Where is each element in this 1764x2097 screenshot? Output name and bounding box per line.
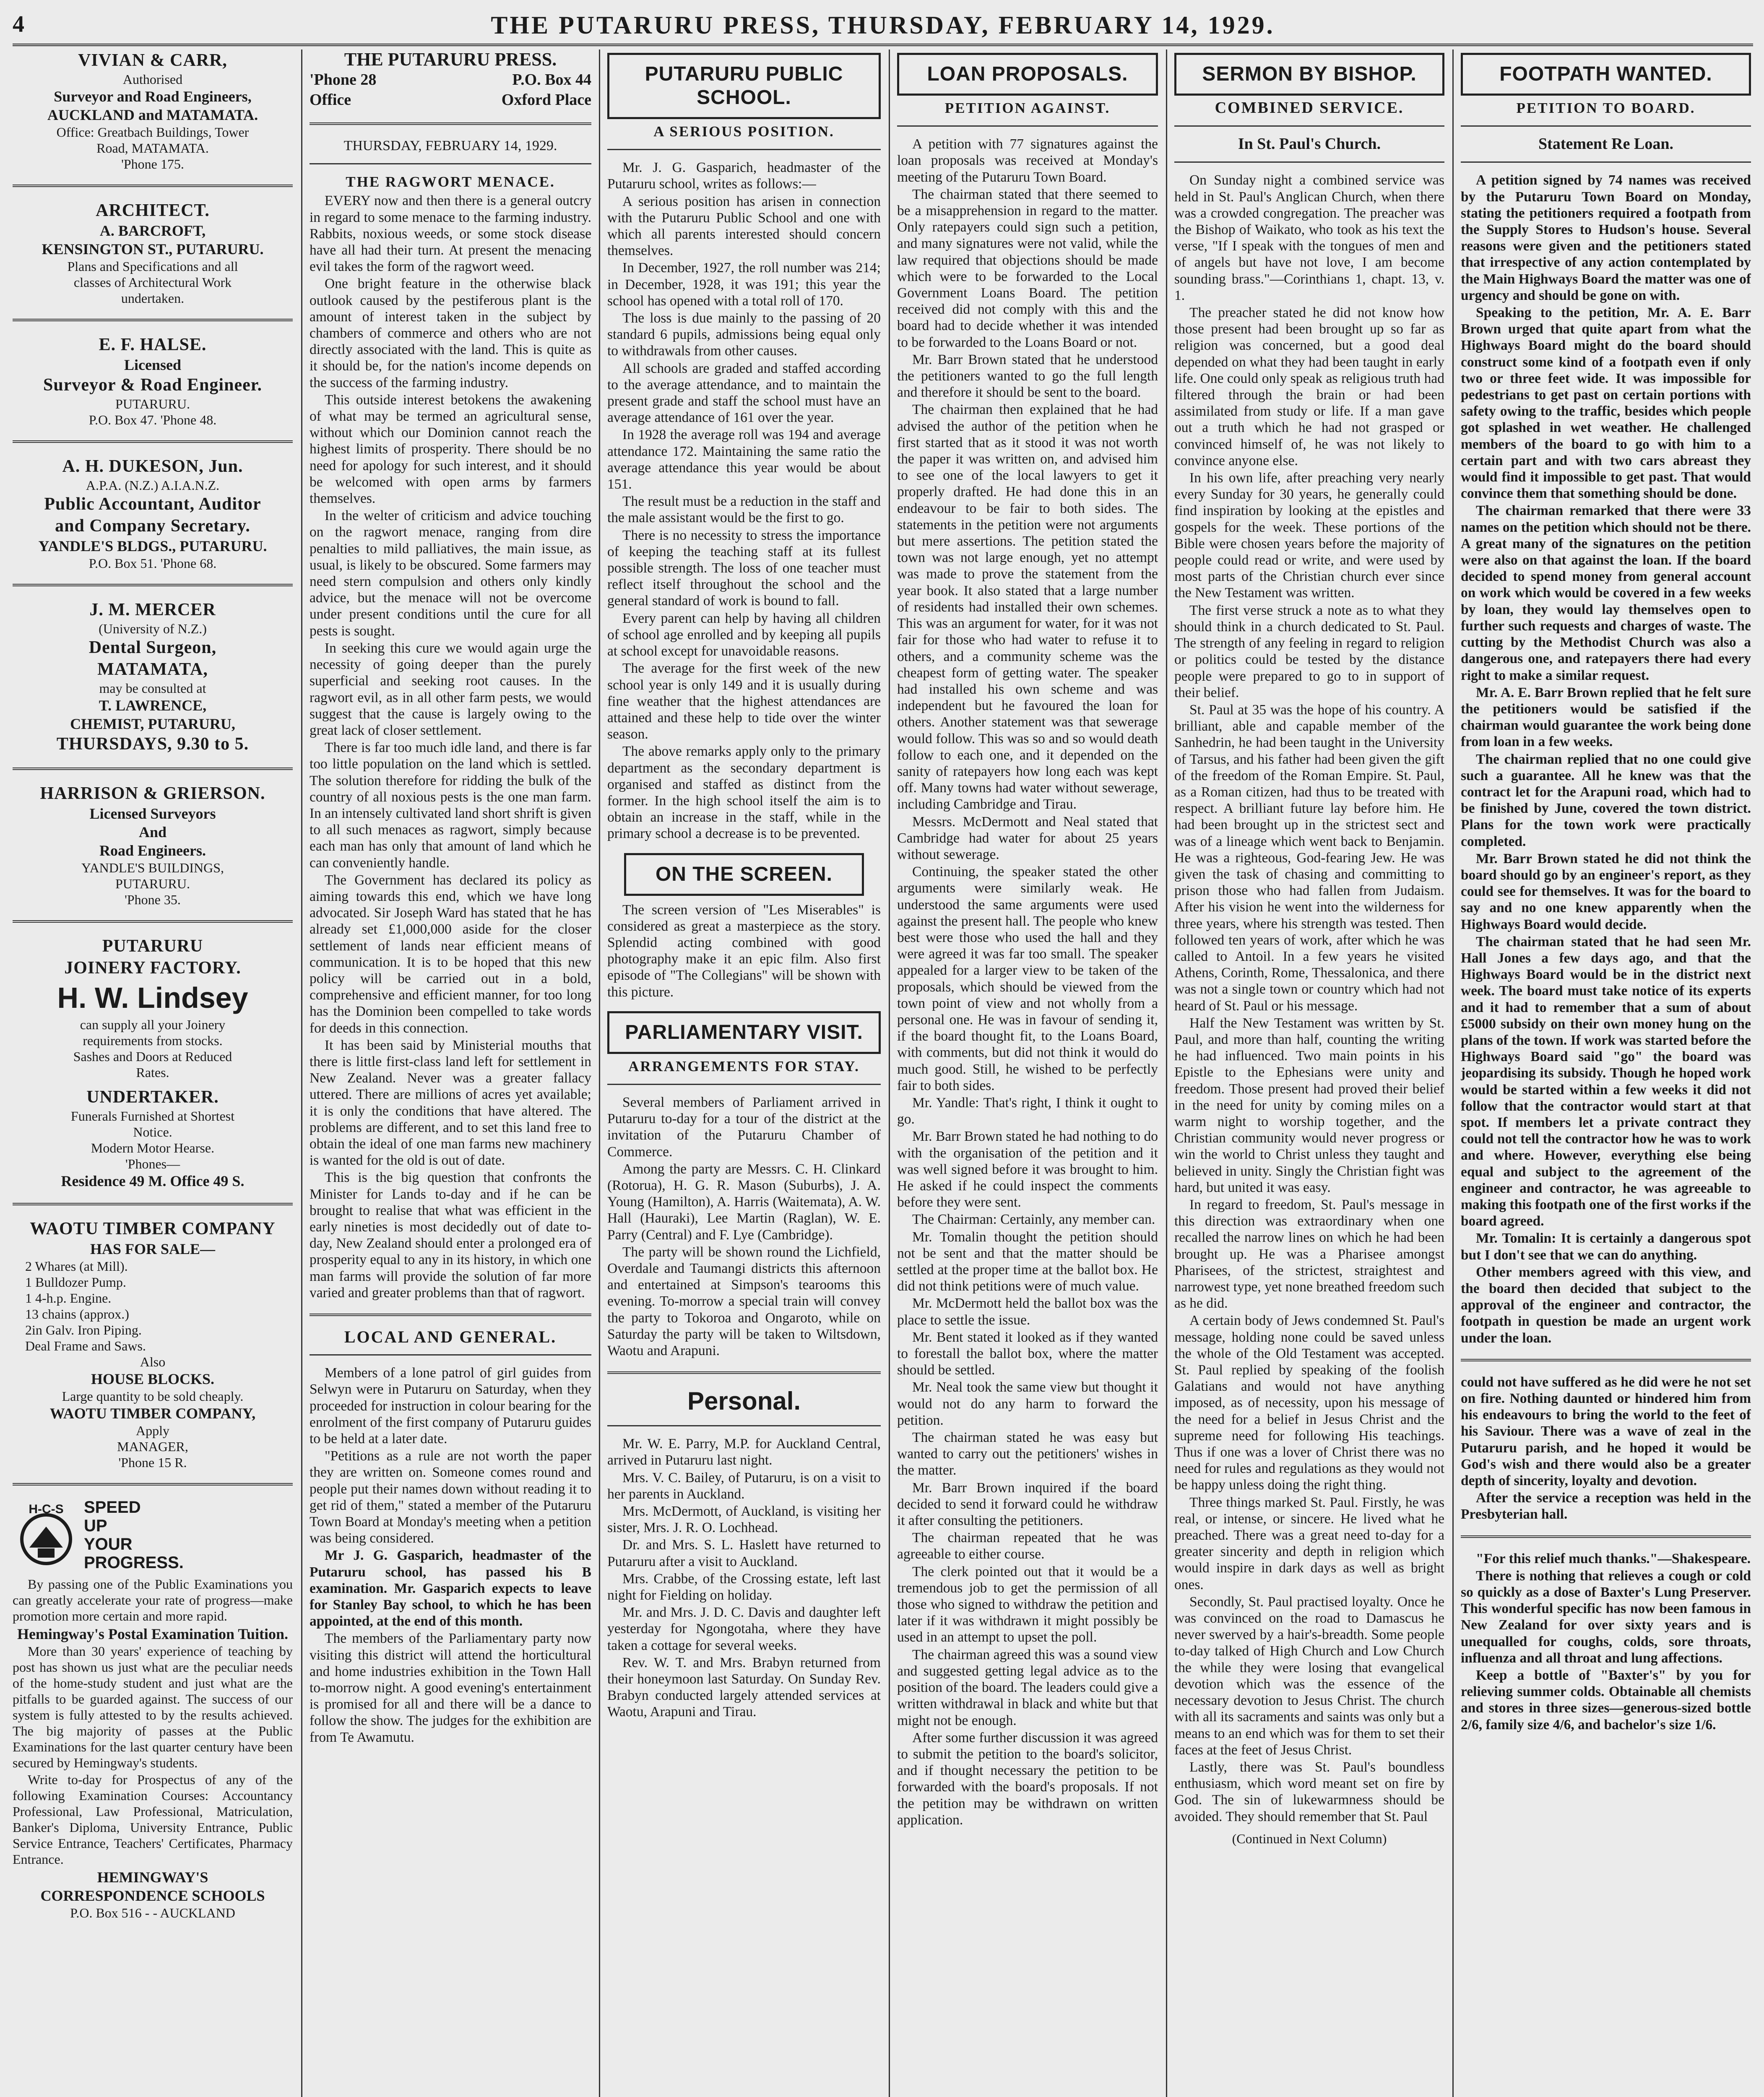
article-paragraph: Mrs. McDermott, of Auckland, is visiting her sister, Mrs. J. R. O. Lochhead. [607,1504,881,1536]
tagline-line: YOUR [84,1535,133,1553]
article-paragraph: It has been said by Ministerial mouths that there is little first-class land left for settlement in New Zealand. Never was a greater fallacy uttered. There are millions of acres yet available; it is only the conditions that have altered. The problems are different, and to set this land free to obtain the ideal of one man farms new machinery is wanted for the old is out of date. [310,1037,591,1168]
article-paragraph: The first verse struck a note as to what they should think in a church dedicated to St. Paul. The strength of any feeling in regard to religion or politics could be tested by the distance people were prepared to go to in support of their belief. [1174,602,1444,700]
ad-line: P.O. Box 516 - - AUCKLAND [70,1905,235,1920]
ad-paragraph: More than 30 years' experience of teaching by post has shown us just what are the peculiar needs of the home-study student and just what are the pitfalls to be guarded against. The success of our system is fully attested to by the results achieved. The big majority of passes at the Public Examinations for the last quarter century have been secured by Hemingway's students. [13,1644,293,1770]
ad-heading: UNDERTAKER. [86,1088,219,1107]
divider [310,1314,591,1316]
article-paragraph: Several members of Parliament arrived in Putaruru to-day for a tour of the district at the invitation of the Putaruru Chamber of Commerce. [607,1094,881,1160]
article-title: PUTARURU PUBLIC SCHOOL. [607,53,881,119]
ad-halse [13,334,293,428]
ad-item: 13 chains (approx.) [25,1306,129,1322]
ad-paragraph: By passing one of the Public Examinations you can greatly accelerate your rate of progress—make promotion more certain and more rapid. [13,1577,293,1623]
ad-name: A. BARCROFT, [99,222,206,239]
school-column [607,49,881,2097]
article-paragraph: In the welter of criticism and advice touching on the ragwort menace, ranging from dire penalties to mild palliatives, the main issue, as usual, is likely to be obscured. Some farmers may need stern compulsion and others only kindly advice, but the menace will not be overcome under present conditions until the cure for all pests is sought. [310,508,591,639]
article-paragraph: Mr. A. E. Barr Brown replied that he felt sure the petitioners would be satisfied if the chairman would guarantee the work being done from loan in a few weeks. [1461,684,1751,750]
ad-heading: JOINERY FACTORY. [64,958,241,978]
divider [310,122,591,125]
ad-harrison-grierson [13,783,293,908]
article-paragraph: The clerk pointed out that it would be a tremendous job to get the permission of all those who signed to withdraw the petition and later if it was withdrawn it might possibly be used in an attempt to upset the poll. [897,1564,1158,1645]
column-rule [1166,49,1167,2097]
divider [607,1084,881,1085]
svg-text:H-C-S: H-C-S [29,1502,64,1516]
column-rule [301,49,302,2097]
article-paragraph: The chairman replied that no one could give such a guarantee. All he knew was that the contract let for the Arapuni road, which had to be finished by June, covered the town district. Plans for the town work were practically completed. [1461,751,1751,849]
column-rule [599,49,600,2097]
article-paragraph: After the service a reception was held in the Presbyterian hall. [1461,1490,1751,1522]
article-paragraph: The members of the Parliamentary party now visiting this district will attend the horticultural and home industries exhibition in the Town Hall to-morrow night. A good evening's entertainment is promised for all and there will be a dance to follow the show. The judges for the exhibition are from Te Awamutu. [310,1631,591,1745]
article-paragraph: Secondly, St. Paul practised loyalty. Once he was convinced on the road to Damascus he never swerved by a hair's-breadth. Some people to-day talked of High Church and Low Church the while they were losing that evangelical devotion which was the essence of the necessary devotion to Jesus Christ. The church with all its sacraments and saints was only but a means to an end which was for them to set their faces at the feet of Jesus Christ. [1174,1594,1444,1758]
article-paragraph: The preacher stated he did not know how those present had been brought up so far as religion was concerned, but a good deal depended on what they had been taught in early life. One could only speak as religious truth had filtered through the brain or had been assimilated from study or life. If a man gave out a truth which he had not grasped or convinced himself of, he was not likely to convince anyone else. [1174,305,1444,468]
article-subtitle: ARRANGEMENTS FOR STAY. [628,1058,860,1075]
ad-line: Funerals Furnished at Shortest [70,1108,235,1124]
ad-line: Road, MATAMATA. [96,140,209,156]
article-paragraph: There is far too much idle land, and there is far too little population on the land which is settled. The solution therefore for ridding the bulk of the country of all noxious pests is the one man farm. In an intensely cultivated land short shrift is given to all such menaces as ragwort, simply because each man has only that amount of land which he can conveniently handle. [310,740,591,871]
article-paragraph: Mr. Tomalin thought the petition should not be sent and that the matter should be settled at the proper time at the ballot box. He did not think petitions were of much value. [897,1229,1158,1294]
ad-line: Notice. [133,1124,172,1140]
column-rule [889,49,890,2097]
ad-line: 'Phones— [125,1156,180,1171]
ad-name: VIVIAN & CARR, [78,51,227,70]
ad-line: (University of N.Z.) [99,621,207,636]
article-title: LOCAL AND GENERAL. [344,1327,557,1347]
ad-joinery-factory [13,935,293,1190]
article-paragraph: "Petitions as a rule are not worth the paper they are written on. Someone comes round and people put their names down without reading it to get rid of them," stated a member of the Putaruru Town Board at Monday's meeting when a petition was being considered. [310,1448,591,1546]
article-paragraph: Mr. Barr Brown stated that he understood the petitioners wanted to go the full length and therefore it should be sent to the board. [897,351,1158,401]
divider [1174,125,1444,127]
article-paragraph: Mr. Barr Brown inquired if the board decided to send it forward could he withdraw it after consulting the petitioners. [897,1480,1158,1529]
divider [1461,161,1751,163]
article-title: SERMON BY BISHOP. [1174,53,1444,96]
article-paragraph: There is nothing that relieves a cough or cold so quickly as a dose of Baxter's Lung Preserver. This wonderful specific has now been famous in New Zealand for over sixty years and is unequalled for coughs, colds, sore throats, influenza and all throat and lung affections. [1461,1568,1751,1666]
ad-item: 1 4-h.p. Engine. [25,1290,112,1306]
ad-line: Licensed [124,356,181,373]
article-paragraph: Half the New Testament was written by St. Paul, and more than half, counting the writing he had influenced. Two main points in his Epistle to the Ephesians were unity and freedom. Those present had proved their belief in the need for unity by coming miles on a warm night to worship together, and the Christian community would never progress or win the world to Christ unless they taught and believed in unity. Singly the Christian fight was hard, but united it was easy. [1174,1015,1444,1195]
ad-line: THURSDAYS, 9.30 to 5. [56,734,249,754]
ad-line: Large quantity to be sold cheaply. [62,1389,244,1404]
article-paragraph: On Sunday night a combined service was held in St. Paul's Anglican Church, when there was a crowded congregation. The preacher was the Bishop of Waikato, who took as his text the verse, "If I speak with the tongues of men and of angels but have not love, I am become sounding brass."—Corinthians 1, chapt. 13, v. 1. [1174,172,1444,303]
article-paragraph: Mr. Barr Brown stated he did not think the board should go by an engineer's report, as they could see for themselves. It was for the board to say and no one knew apparently when the Highways Board would decide. [1461,851,1751,932]
ad-heading: PUTARURU [102,937,203,956]
footpath-column [1461,49,1751,2097]
ad-line: CHEMIST, PUTARURU, [70,715,235,732]
tagline-line: UP [84,1517,107,1535]
tagline-line: SPEED [84,1498,141,1517]
article-paragraph: Mrs. Crabbe, of the Crossing estate, left last night for Fielding on holiday. [607,1571,881,1603]
ad-line: Rates. [136,1065,169,1080]
article-paragraph: In December, 1927, the roll number was 214; in December, 1928, it was 191; this year the school has opened with a total roll of 170. [607,260,881,309]
ad-line: 'Phone 175. [121,156,184,172]
article-paragraph: In seeking this cure we would again urge the necessity of going deeper than the purely superficial and seeking root causes. In the ragwort evil, as in all other farm pests, we would suggest that the cause is largely owing to the great lack of closer settlement. [310,640,591,738]
ads-column [13,49,293,2097]
article-paragraph: Mr. Tomalin: It is certainly a dangerous spot but I don't see that we can do anything. [1461,1231,1751,1263]
paper-box: P.O. Box 44 [512,71,591,88]
paper-phone: 'Phone 28 [310,71,377,88]
ad-item: 1 Bulldozer Pump. [25,1275,126,1290]
article-paragraph: Mr. Neal took the same view but thought it would not do any harm to forward the petition. [897,1379,1158,1428]
paper-name: THE PUTARURU PRESS. [344,49,557,70]
ad-line: PUTARURU. [115,876,190,891]
article-paragraph: In regard to freedom, St. Paul's message in this direction was extraordinary when one recalled the narrow lines on which he had been brought up. He was a Pharisee amongst Pharisees, of the strictest, straightest and narrowest type, yet none breathed freedom such as he did. [1174,1197,1444,1311]
ad-line: Office: Greatbach Buildings, Tower [56,125,249,140]
article-paragraph: The Chairman: Certainly, any member can. [912,1212,1155,1228]
ad-line: PUTARURU. [115,396,190,411]
divider [13,1203,293,1205]
ad-line: HAS FOR SALE— [90,1241,216,1257]
divider [13,319,293,321]
article-paragraph: The chairman stated he was easy but wanted to carry out the petitioners' wishes in the matter. [897,1430,1158,1478]
article-paragraph: The result must be a reduction in the staff and the male assistant would be the first to go. [607,494,881,526]
dateline: THURSDAY, FEBRUARY 14, 1929. [343,138,557,154]
article-title: LOAN PROPOSALS. [897,53,1158,96]
divider [1461,125,1751,127]
article-paragraph: After some further discussion it was agreed to submit the petition to the board's solicitor, and if thought necessary the petition to be forwarded with the board's proposals. If not the petition may be withdrawn on written application. [897,1730,1158,1828]
ad-line: MATAMATA, [97,660,208,679]
ad-line: YANDLE'S BUILDINGS, [81,860,224,875]
article-paragraph: In 1928 the average roll was 194 and average attendance 172. Maintaining the same ratio the average attendance this year would be about 151. [607,427,881,492]
ad-name: J. M. MERCER [89,600,216,619]
ad-line: HEMINGWAY'S [97,1869,208,1886]
article-subtitle: PETITION AGAINST. [944,100,1111,116]
paper-office: Office [310,91,351,109]
ad-name: H. W. Lindsey [57,981,248,1014]
article-paragraph: Mr. Barr Brown stated he had nothing to do with the organisation of the petition and it was well signed before it was brought to him. He asked if he could inspect the comments before they were sent. [897,1129,1158,1210]
running-head: THE PUTARURU PRESS, THURSDAY, FEBRUARY 14, 1929. [491,11,1275,39]
article-paragraph: Members of a lone patrol of girl guides from Selwyn were in Putaruru on Saturday, when they proceeded for instruction in colour bearing for the enrolment of the first company of Putaruru guides to be held at a later date. [310,1365,591,1447]
ad-line: HOUSE BLOCKS. [91,1371,215,1387]
hcs-tagline [84,1498,184,1572]
article-paragraph: "For this relief much thanks."—Shakespeare. [1476,1551,1751,1566]
divider [897,125,1158,127]
ad-line: P.O. Box 47. 'Phone 48. [88,412,217,427]
ad-mercer [13,599,293,755]
ad-line: T. LAWRENCE, [99,697,207,714]
article-paragraph: Mr. McDermott held the ballot box was the place to settle the issue. [897,1296,1158,1328]
divider [13,440,293,443]
ad-line: Surveyor & Road Engineer. [43,375,263,395]
ad-line: may be consulted at [99,681,206,696]
ad-line: And [138,824,167,840]
ad-hemingway [13,1498,293,1921]
article-paragraph: Mr. and Mrs. J. D. C. Davis and daughter left yesterday for Ngongotaha, where they have taken a cottage for several weeks. [607,1605,881,1653]
article-paragraph: The chairman agreed this was a sound view and suggested getting legal advice as to the position of the board. The leaders could give a written withdrawal in black and white but that might not be enough. [897,1647,1158,1728]
ad-heading: ARCHITECT. [96,201,210,220]
ad-line: 'Phone 35. [125,892,181,907]
article-paragraph: Three things marked St. Paul. Firstly, he was real, or intense, or sincere. He lived what he preached. There was a great need to-day for a greater sincerity and depth in religion which would inspire in dark days as well as bright ones. [1174,1494,1444,1592]
ad-line: P.O. Box 51. 'Phone 68. [88,556,217,571]
article-subtitle: In St. Paul's Church. [1238,135,1381,153]
ad-item: Deal Frame and Saws. [25,1338,146,1353]
article-paragraph: Other members agreed with this view, and the board then decided that subject to the approval of the engineer and contractor, the footpath in question be made an urgent work under the loan. [1461,1264,1751,1346]
article-subtitle: COMBINED SERVICE. [1215,99,1404,117]
article-paragraph: In his own life, after preaching very nearly every Sunday for 30 years, he generally could find inspiration by looking at the epistles and gospels for the week. These portions of the Bible were chosen years before the majority of people could read or write, and were used by most parts of the Christian church ever since the New Testament was written. [1174,470,1444,601]
article-paragraph: EVERY now and then there is a general outcry in regard to some menace to the farming industry. Rabbits, noxious weeds, or some stock disease have all had their turn. At present the menacing evil takes the form of the ragwort weed. [310,193,591,275]
tagline-line: PROGRESS. [84,1553,184,1572]
article-title: Personal. [687,1387,801,1415]
article-paragraph: The screen version of "Les Miserables" is considered as great a masterpiece as the story. Splendid acting combined with good photography make it an epic film. Also first episode of "The Collegians" will be shown with this picture. [607,902,881,1000]
divider [13,185,293,187]
ad-paragraph: Hemingway's Postal Examination Tuition. [17,1626,289,1642]
article-paragraph: The chairman then explained that he had advised the author of the petition when he first started that as it stood it was not worth the paper it was written on, and advised him to see one of the local lawyers to get it properly drafted. He had done this in an endeavour to be fair to both sides. The statements in the petition were not arguments but mere assertions. The petition stated the town was not large enough, yet no attempt was made to prove the statement from the year book. It also stated that a large number of residents had installed their own schemes. This was an argument for water, for it was not fair for those who had water to refuse it to others, and a community scheme was the cheapest form of getting water. The speaker had installed his own scheme and was independent but he favoured the loan for others. Another statement was that sewerage would follow. This was so and so would death follow to each one, and it depended on the sanity of ratepayers how long each was kept off. Many towns had water without sewerage, including Cambridge and Tirau. [897,402,1158,812]
ad-item: 2in Galv. Iron Piping. [25,1322,142,1337]
ad-line: Also [140,1354,166,1369]
page-number: 4 [13,11,24,37]
article-paragraph: One bright feature in the otherwise black outlook caused by the pestiferous plant is the amount of interest taken in the subject by chambers of commerce and others who are not directly associated with the land. This is quite as it should be, for the nation's income depends on the success of the farming industry. [310,276,591,390]
ad-line: Plans and Specifications and all [67,259,238,274]
ad-line: Licensed Surveyors [89,805,216,822]
column-rule [1452,49,1454,2097]
article-paragraph: The above remarks apply only to the primary department as the secondary department is organised and staffed as distinct from the former. In the high school itself the aim is to obtain an increase in the staff, while in the primary school a decrease is to be prevented. [607,744,881,842]
ad-line: Surveyor and Road Engineers, [54,88,252,105]
article-paragraph: Mr. Bent stated it looked as if they wanted to forestall the ballot box, where the matter should be settled. [897,1329,1158,1378]
ad-line: MANAGER, [117,1439,188,1454]
paper-masthead [310,49,591,110]
divider [13,768,293,770]
ad-line: Road Engineers. [99,842,206,859]
article-title: THE RAGWORT MENACE. [346,174,555,190]
ad-name: E. F. HALSE. [99,335,207,354]
article-paragraph: Mr. Yandle: That's right, I think it ought to go. [897,1095,1158,1127]
ad-line: Dental Surgeon, [88,638,217,657]
ad-line: KENSINGTON ST., PUTARURU. [42,241,264,258]
hcs-banner [13,1498,293,1572]
ad-line: 'Phone 15 R. [118,1455,187,1470]
article-paragraph: Lastly, there was St. Paul's boundless enthusiasm, which word meant set on fire by God. The sin of lukewarmness should be avoided. They should remember that St. Paul [1174,1759,1444,1824]
article-paragraph: Keep a bottle of "Baxter's" by you for relieving summer colds. Obtainable all chemists and stores in three sizes—generous-sized bottle 2/6, family size 4/6, and bachelor's size 1/6. [1461,1668,1751,1733]
loan-column [897,49,1158,2097]
article-paragraph: Dr. and Mrs. S. L. Haslett have returned to Putaruru after a visit to Auckland. [607,1537,881,1569]
article-paragraph: Speaking to the petition, Mr. A. E. Barr Brown urged that quite apart from what the Highways Board might do the board should construct some kind of a footpath even if only two or three feet wide. It was impossible for pedestrians to get past on certain portions with safety owing to the traffic, besides which people got splashed in wet weather. He challenged members of the board to go with him to a certain part and with two cars abreast they would find it impossible to get past. That would convince them that something should be done. [1461,305,1751,502]
divider [13,1483,293,1486]
article-paragraph: Messrs. McDermott and Neal stated that Cambridge had water for about 25 years without sewerage. [897,814,1158,862]
article-paragraph: Among the party are Messrs. C. H. Clinkard (Rotorua), H. G. R. Mason (Suburbs), J. A. Young (Hamilton), A. Harris (Waitemata), A. W. Hall (Hauraki), Lee Martin (Raglan), W. E. Parry (Central) and F. Lye (Cambridge). [607,1161,881,1243]
article-paragraph: The loss is due mainly to the passing of 20 standard 6 pupils, admissions being equal only to withdrawals from other causes. [607,310,881,359]
masthead [13,6,1753,46]
ad-line: and Company Secretary. [55,516,250,536]
article-paragraph: A petition with 77 signatures against the loan proposals was received at Monday's meeting of the Putaruru Town Board. [897,136,1158,185]
ad-name: WAOTU TIMBER COMPANY [30,1219,276,1238]
divider [310,163,591,164]
ad-line: A.P.A. (N.Z.) A.I.A.N.Z. [86,478,220,493]
divider [1461,1535,1751,1538]
ad-line: Residence 49 M. Office 49 S. [61,1173,245,1189]
divider [13,920,293,923]
paper-place: Oxford Place [501,91,591,109]
ad-line: Authorised [122,72,183,87]
ad-line: AUCKLAND and MATAMATA. [47,107,258,123]
article-paragraph: Mrs. V. C. Bailey, of Putaruru, is on a visit to her parents in Auckland. [607,1470,881,1502]
article-paragraph: Rev. W. T. and Mrs. Brabyn returned from their honeymoon last Saturday. On Sunday Rev. Brabyn conducted largely attended services at Waotu, Arapuni and Tirau. [607,1655,881,1720]
editorial-column [310,49,591,2097]
article-paragraph: St. Paul at 35 was the hope of his country. A brilliant, able and capable member of the Sanhedrin, he had been taught in the University of Tarsus, and his father had been given the gift of the freedom of the Roman Empire. St. Paul, as a Roman citizen, had thus to be treated with respect. A brilliant future lay before him. He had been brought up in the strictest sect and was of a lineage which went back to Benjamin. He was a righteous, God-fearing Jew. He was given the task of chasing and committing to prison those who had fallen from Judaism. After his vision he went into the wilderness for three years, where his strength was tested. Then followed ten years of work, after which he was called to Antoil. In a few years he visited Athens, Corinth, Rome, Thessalonica, and there was not a single town or country which had not heard of St. Paul or his message. [1174,702,1444,1014]
article-paragraph: Mr. W. E. Parry, M.P. for Auckland Central, arrived in Putaruru last night. [607,1436,881,1468]
ad-name: A. H. DUKESON, Jun. [62,457,243,476]
divider [13,584,293,586]
ad-dukeson [13,455,293,571]
ad-vivian-carr [13,49,293,172]
article-paragraph: The chairman stated that there seemed to be a misapprehension in regard to the matter. Only ratepayers could sign such a petition, and many signatures were not valid, while the law required that objections should be made which were to be forwarded to the Local Government Loans Board. The petition received did not comply with this and the board had to decide whether it was intended to be forwarded to the Loans Board or not. [897,186,1158,350]
ad-line: Modern Motor Hearse. [91,1140,215,1155]
article-paragraph: This is the big question that confronts the Minister for Lands to-day and if he can be brought to realise that what was efficient in the early nineties is most decidedly out of date to-day, New Zealand should enter a prolonged era of prosperity equal to any in its history, in which one man farms will provide the solution of far more varied and greater problems than that of ragwort. [310,1170,591,1301]
article-paragraph: Mr J. G. Gasparich, headmaster of the Putaruru school, has passed his B examination. Mr. Gasparich expects to leave for Stanley Bay school, to which he has been appointed, at the end of this month. [310,1548,591,1629]
ad-item: 2 Whares (at Mill). [25,1259,128,1274]
article-paragraph: The chairman remarked that there were 33 names on the petition which should not be there. A great many of the signatures on the petition were also on that against the loan. If the board decided to spend money from general account on work which would be covered in a few weeks by loan, they would lay themselves open to further such requests and charges of waste. The cutting by the Methodist Church was also a dangerous one, and ratepayers there had every right to make a similar request. [1461,503,1751,683]
article-paragraph: A petition signed by 74 names was received by the Putaruru Town Board on Monday, stating the petitioners required a footpath from the Supply Stores to Hudson's house. Several reasons were given and the petitioners stated that irrespective of any action contemplated by the Main Highways Board the matter was one of urgency and should be gone on with. [1461,172,1751,303]
ad-line: CORRESPONDENCE SCHOOLS [40,1887,265,1904]
ad-line: YANDLE'S BLDGS., PUTARURU. [38,538,267,554]
article-paragraph: The party will be shown round the Lichfield, Overdale and Taumangi districts this afternoon and entertained at Simpson's tearooms this evening. To-morrow a special train will convey the party to Tokoroa and Ongaroto, while on Saturday the party will be taken to Wiltsdown, Waotu and Arapuni. [607,1244,881,1358]
ad-paragraph: Write to-day for Prospectus of any of the following Examination Courses: Accountancy Professional, Law Professional, Matriculation, Banker's Diploma, University Entrance, Public Service Entrance, Teachers' Certificates, Pharmacy Entrance. [13,1772,293,1867]
article-paragraph: Every parent can help by having all children of school age enrolled and by keeping all pupils at school except for unavoidable reasons. [607,610,881,659]
ad-architect [13,200,293,306]
divider [1174,161,1444,163]
article-subtitle: A SERIOUS POSITION. [653,123,835,140]
article-title: FOOTPATH WANTED. [1461,53,1751,96]
article-title: PARLIAMENTARY VISIT. [607,1011,881,1054]
ad-line: classes of Architectural Work [73,275,232,290]
hcs-logo-icon [13,1501,80,1569]
divider [607,149,881,150]
article-paragraph: could not have suffered as he did were he not set on fire. Nothing daunted or hindered him from his endeavours to bring the world to the feet of his Saviour. There was a wave of zeal in the Putaruru parish, and he hoped it would be God's wish and there would also be a greater depth of sincerity, loyalty and devotion. [1461,1374,1751,1489]
continued-note: (Continued in Next Column) [1232,1831,1387,1846]
divider [310,1354,591,1356]
article-paragraph: Continuing, the speaker stated the other arguments were similarly weak. He understood the same arguments were used against the present hall. The people who knew best were those who used the hall and they were agreed it was far too small. The speaker appealed for a larger view to be taken of the proposals, which should be viewed from the town point of view and not wholly from a personal one. He was in favour of sending it, if the board thought fit, to the Loans Board, with comments, but did not think it would do much good. Still, he wished to be perfectly fair to both sides. [897,864,1158,1093]
ad-line: requirements from stocks. [83,1033,223,1048]
article-paragraph: A certain body of Jews condemned St. Paul's message, holding none could be saved unless the whole of the Old Testament was accepted. St. Paul replied by speaking of the foolish Galatians and would not have anything imposed, as of necessity, upon his message of the need for a belief in Jesus Christ and the supreme need for following His teachings. Thus if one was a lover of Christ there was no need for rules and regulations as they would not be happy unless doing the right thing. [1174,1313,1444,1493]
ad-line: Public Accountant, Auditor [44,494,261,514]
divider [607,1425,881,1426]
article-paragraph: This outside interest betokens the awakening of what may be termed an agricultural sense, without which our Dominion cannot reach the highest limits of prosperity. There should be no need for apology for such interest, and it should be welcomed with open arms by farmers themselves. [310,392,591,507]
ad-name: HARRISON & GRIERSON. [40,784,265,803]
article-paragraph: The average for the first week of the new school year is only 149 and it is usually during fine weather that the highest attendances are attained and these help to tide over the winter season. [607,661,881,742]
ad-waotu-timber [13,1218,293,1470]
article-paragraph: A serious position has arisen in connection with the Putaruru Public School and one with which all parents interested should concern themselves. [607,193,881,259]
ad-line: can supply all your Joinery [80,1017,226,1032]
divider [607,1371,881,1374]
article-title: ON THE SCREEN. [624,853,864,896]
ad-line: WAOTU TIMBER COMPANY, [49,1405,256,1422]
ad-line: Sashes and Doors at Reduced [73,1049,232,1064]
article-paragraph: The chairman repeated that he was agreeable to either course. [897,1530,1158,1562]
ad-line: Apply [136,1423,169,1438]
article-subtitle: PETITION TO BOARD. [1516,100,1696,116]
sermon-column [1174,49,1444,2097]
article-paragraph: The chairman stated that he had seen Mr. Hall Jones a few days ago, and that the Highways Board would be in the district next week. The board must take notice of its experts and it had to remember that a sum of about £5000 subsidy on their own money hung on the plans of the town. If work was started before the Highways Board said "go" the board was jeopardising its subsidy. Though he hoped work would be started within a few weeks it did not follow that the contractor would start at that spot. If members let a private contract they could not tell the contractor how he was to work and where. However, everything else being equal and subject to the agreement of the engineer and contractor, he was agreeable to making this footpath one of the first works if the board agreed. [1461,934,1751,1229]
article-paragraph: The Government has declared its policy as aiming towards this end, which we have long advocated. Sir Joseph Ward has stated that he has already set £1,000,000 aside for the closer settlement of lands near efficient means of communication. It is to be hoped that this new policy will be carried out in a bold, comprehensive and efficient manner, for too long has the Dominion been compelled to take words for deeds in this connection. [310,872,591,1036]
ad-line: undertaken. [121,291,185,306]
article-paragraph: Mr. J. G. Gasparich, headmaster of the Putaruru school, writes as follows:— [607,160,881,192]
article-subtitle: Statement Re Loan. [1538,135,1673,153]
article-paragraph: All schools are graded and staffed according to the average attendance, and to maintain the present grade and staff the school must have an average attendance of 161 over the year. [607,360,881,426]
divider [1461,1359,1751,1361]
article-paragraph: There is no necessity to stress the importance of keeping the teaching staff at its fullest possible strength. The loss of one teacher must reflect itself throughout the school and the general standard of work is bound to fall. [607,527,881,609]
